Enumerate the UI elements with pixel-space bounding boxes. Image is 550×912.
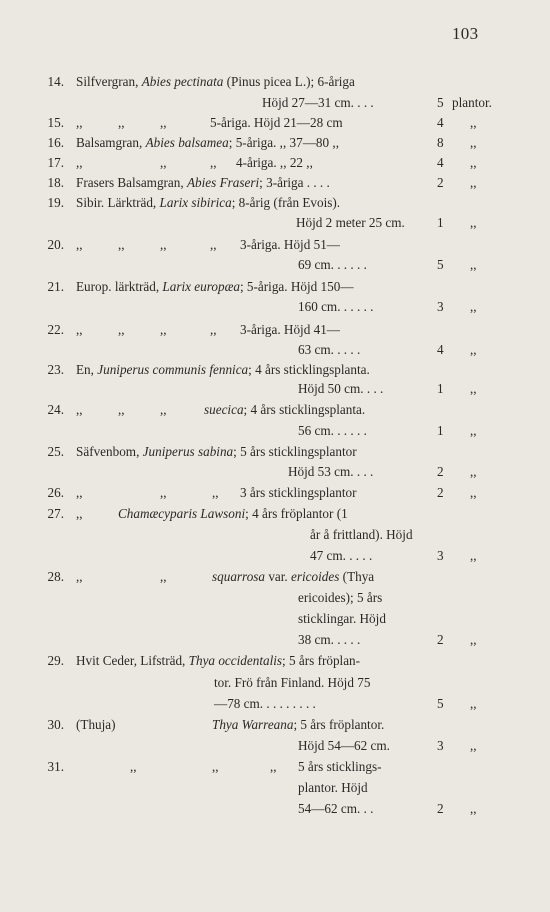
quantity-unit: ,, (470, 257, 477, 272)
quantity: 3 (437, 738, 444, 753)
entry-number: 15. (47, 115, 64, 130)
quantity: 5 (437, 95, 444, 110)
quantity-unit: ,, (470, 738, 477, 753)
entry-line: Balsamgran, Abies balsamea; 5-åriga. ,, 37—80 ,, (76, 135, 339, 150)
entry-number: 17. (47, 155, 64, 170)
entry-number: 21. (47, 279, 64, 294)
entry-number: 27. (47, 506, 64, 521)
entry-line: Höjd 50 cm. . . . (298, 381, 384, 396)
entry-number: 20. (47, 237, 64, 252)
quantity: 2 (437, 175, 444, 190)
entry-number: 22. (47, 322, 64, 337)
entry-line: 54—62 cm. . . (298, 801, 374, 816)
quantity-unit: plantor. (452, 95, 492, 110)
quantity: 4 (437, 115, 444, 130)
quantity-unit: ,, (470, 115, 477, 130)
quantity: 2 (437, 485, 444, 500)
quantity: 1 (437, 381, 444, 396)
document-page: 103 14. Silfvergran, Abies pectinata (Pinus picea L.); 6-åriga Höjd 27—31 cm. . . . 5 plantor. 15. ,, ,, ,, 5-åriga. Höjd 21—28 cm 4 ,, 16. Balsamgran, Abies balsamea; 5-åriga. ,, 37—80 ,, 8 ,, 17. ,, ,, ,, 4-åriga. ,, 22 ,, 4 ,, 18. Frasers Balsamgran, Abies Fraseri; 3-åriga . . . . 2 ,, 19. Sibir. Lärkträd, Larix sibirica; 8-årig (från Evois). Höjd 2 meter 25 cm. 1 ,, 20. ,, ,, ,, ,, 3-åriga. Höjd 51— 69 cm. . . . . . 5 ,, 21. Europ. lärkträd, Larix europæa; 5-åriga. Höjd 150— 160 cm. . . . . . 3 ,, 22. ,, ,, ,, ,, 3-åriga. Höjd 41— 63 cm. . . . . 4 ,, 23. En, Juniperus communis fennica; 4 års sticklingsplanta. Höjd 50 cm. . . . 1 ,, 24. ,, ,, ,, suecica; 4 års sticklingsplanta. 56 cm. . . . . . 1 ,, 25. Säfvenbom, Juniperus sabina; 5 års sticklingsplantor Höjd 53 cm. . . . 2 ,, 26. ,, ,, ,, 3 års sticklingsplantor 2 ,, 27. ,, Chamæcyparis Lawsoni; 4 års fröplantor (1 år å frittland). Höjd 47 cm. . . . . 3 ,, 28. ,, ,, squarrosa var. ericoides (Thya ericoides); 5 års sticklingar. Höjd 38 cm. . . . . 2 ,, 29. Hvit Ceder, Lifsträd, Thya occidentalis; 5 års fröplan- tor. Frö från Finland. Höjd 75 —78 cm. . . . . . . . . 5 ,, 30. (Thuja) Thya Warreana; 5 års fröplantor. Höjd 54—62 cm. 3 ,, 31. ,, ,, ,, 5 års sticklings- plantor. Höjd 54—62 cm. . . 2 ,, (0, 0, 550, 912)
quantity: 3 (437, 548, 444, 563)
quantity-unit: ,, (470, 485, 477, 500)
entry-line: 47 cm. . . . . (310, 548, 373, 563)
entry-number: 29. (47, 653, 64, 668)
entry-number: 24. (47, 402, 64, 417)
quantity-unit: ,, (470, 548, 477, 563)
entry-line: sticklingar. Höjd (298, 611, 386, 626)
quantity-unit: ,, (470, 381, 477, 396)
quantity: 2 (437, 632, 444, 647)
entry-number: 16. (47, 135, 64, 150)
entry-line: år å frittland). Höjd (310, 527, 413, 542)
quantity-unit: ,, (470, 215, 477, 230)
quantity-unit: ,, (470, 696, 477, 711)
quantity-unit: ,, (470, 155, 477, 170)
quantity-unit: ,, (470, 632, 477, 647)
entry-number: 31. (47, 759, 64, 774)
quantity: 1 (437, 215, 444, 230)
entry-line: Säfvenbom, Juniperus sabina; 5 års sticklingsplantor (76, 444, 357, 459)
quantity: 4 (437, 342, 444, 357)
quantity: 8 (437, 135, 444, 150)
entry-line: Frasers Balsamgran, Abies Fraseri; 3-åriga . . . . (76, 175, 330, 190)
entry-line: 38 cm. . . . . (298, 632, 361, 647)
quantity-unit: ,, (470, 423, 477, 438)
quantity: 1 (437, 423, 444, 438)
quantity: 5 (437, 696, 444, 711)
entry-number: 25. (47, 444, 64, 459)
quantity-unit: ,, (470, 175, 477, 190)
quantity-unit: ,, (470, 801, 477, 816)
entry-number: 14. (47, 74, 64, 89)
entry-line: 63 cm. . . . . (298, 342, 361, 357)
quantity: 4 (437, 155, 444, 170)
entry-line: plantor. Höjd (298, 780, 368, 795)
entry-line: 56 cm. . . . . . (298, 423, 367, 438)
quantity-unit: ,, (470, 299, 477, 314)
entry-line: Höjd 27—31 cm. . . . (262, 95, 374, 110)
page-number: 103 (452, 24, 479, 43)
entry-number: 19. (47, 195, 64, 210)
entry-line: Höjd 53 cm. . . . (288, 464, 374, 479)
entry-number: 28. (47, 569, 64, 584)
entry-line: Höjd 54—62 cm. (298, 738, 390, 753)
quantity: 2 (437, 464, 444, 479)
quantity: 2 (437, 801, 444, 816)
entry-number: 30. (47, 717, 64, 732)
entry-line: Höjd 2 meter 25 cm. (296, 215, 405, 230)
entry-line: —78 cm. . . . . . . . . (214, 696, 316, 711)
entry-line: Hvit Ceder, Lifsträd, Thya occidentalis; 5 års fröplan- (76, 653, 361, 668)
entry-line: Silfvergran, Abies pectinata (Pinus picea L.); 6-åriga (76, 74, 355, 89)
entry-line: Sibir. Lärkträd, Larix sibirica; 8-årig (från Evois). (76, 195, 341, 210)
entry-line: 69 cm. . . . . . (298, 257, 367, 272)
quantity: 5 (437, 257, 444, 272)
entry-line: tor. Frö från Finland. Höjd 75 (214, 675, 371, 690)
entry-line: Europ. lärkträd, Larix europæa; 5-åriga. Höjd 150— (76, 279, 354, 294)
entry-number: 23. (47, 362, 64, 377)
quantity-unit: ,, (470, 135, 477, 150)
entry-number: 18. (47, 175, 64, 190)
entry-number: 26. (47, 485, 64, 500)
entry-line: ericoides); 5 års (298, 590, 383, 605)
entry-line: 160 cm. . . . . . (298, 299, 374, 314)
quantity-unit: ,, (470, 342, 477, 357)
quantity-unit: ,, (470, 464, 477, 479)
entry-line: En, Juniperus communis fennica; 4 års sticklingsplanta. (76, 362, 370, 377)
quantity: 3 (437, 299, 444, 314)
